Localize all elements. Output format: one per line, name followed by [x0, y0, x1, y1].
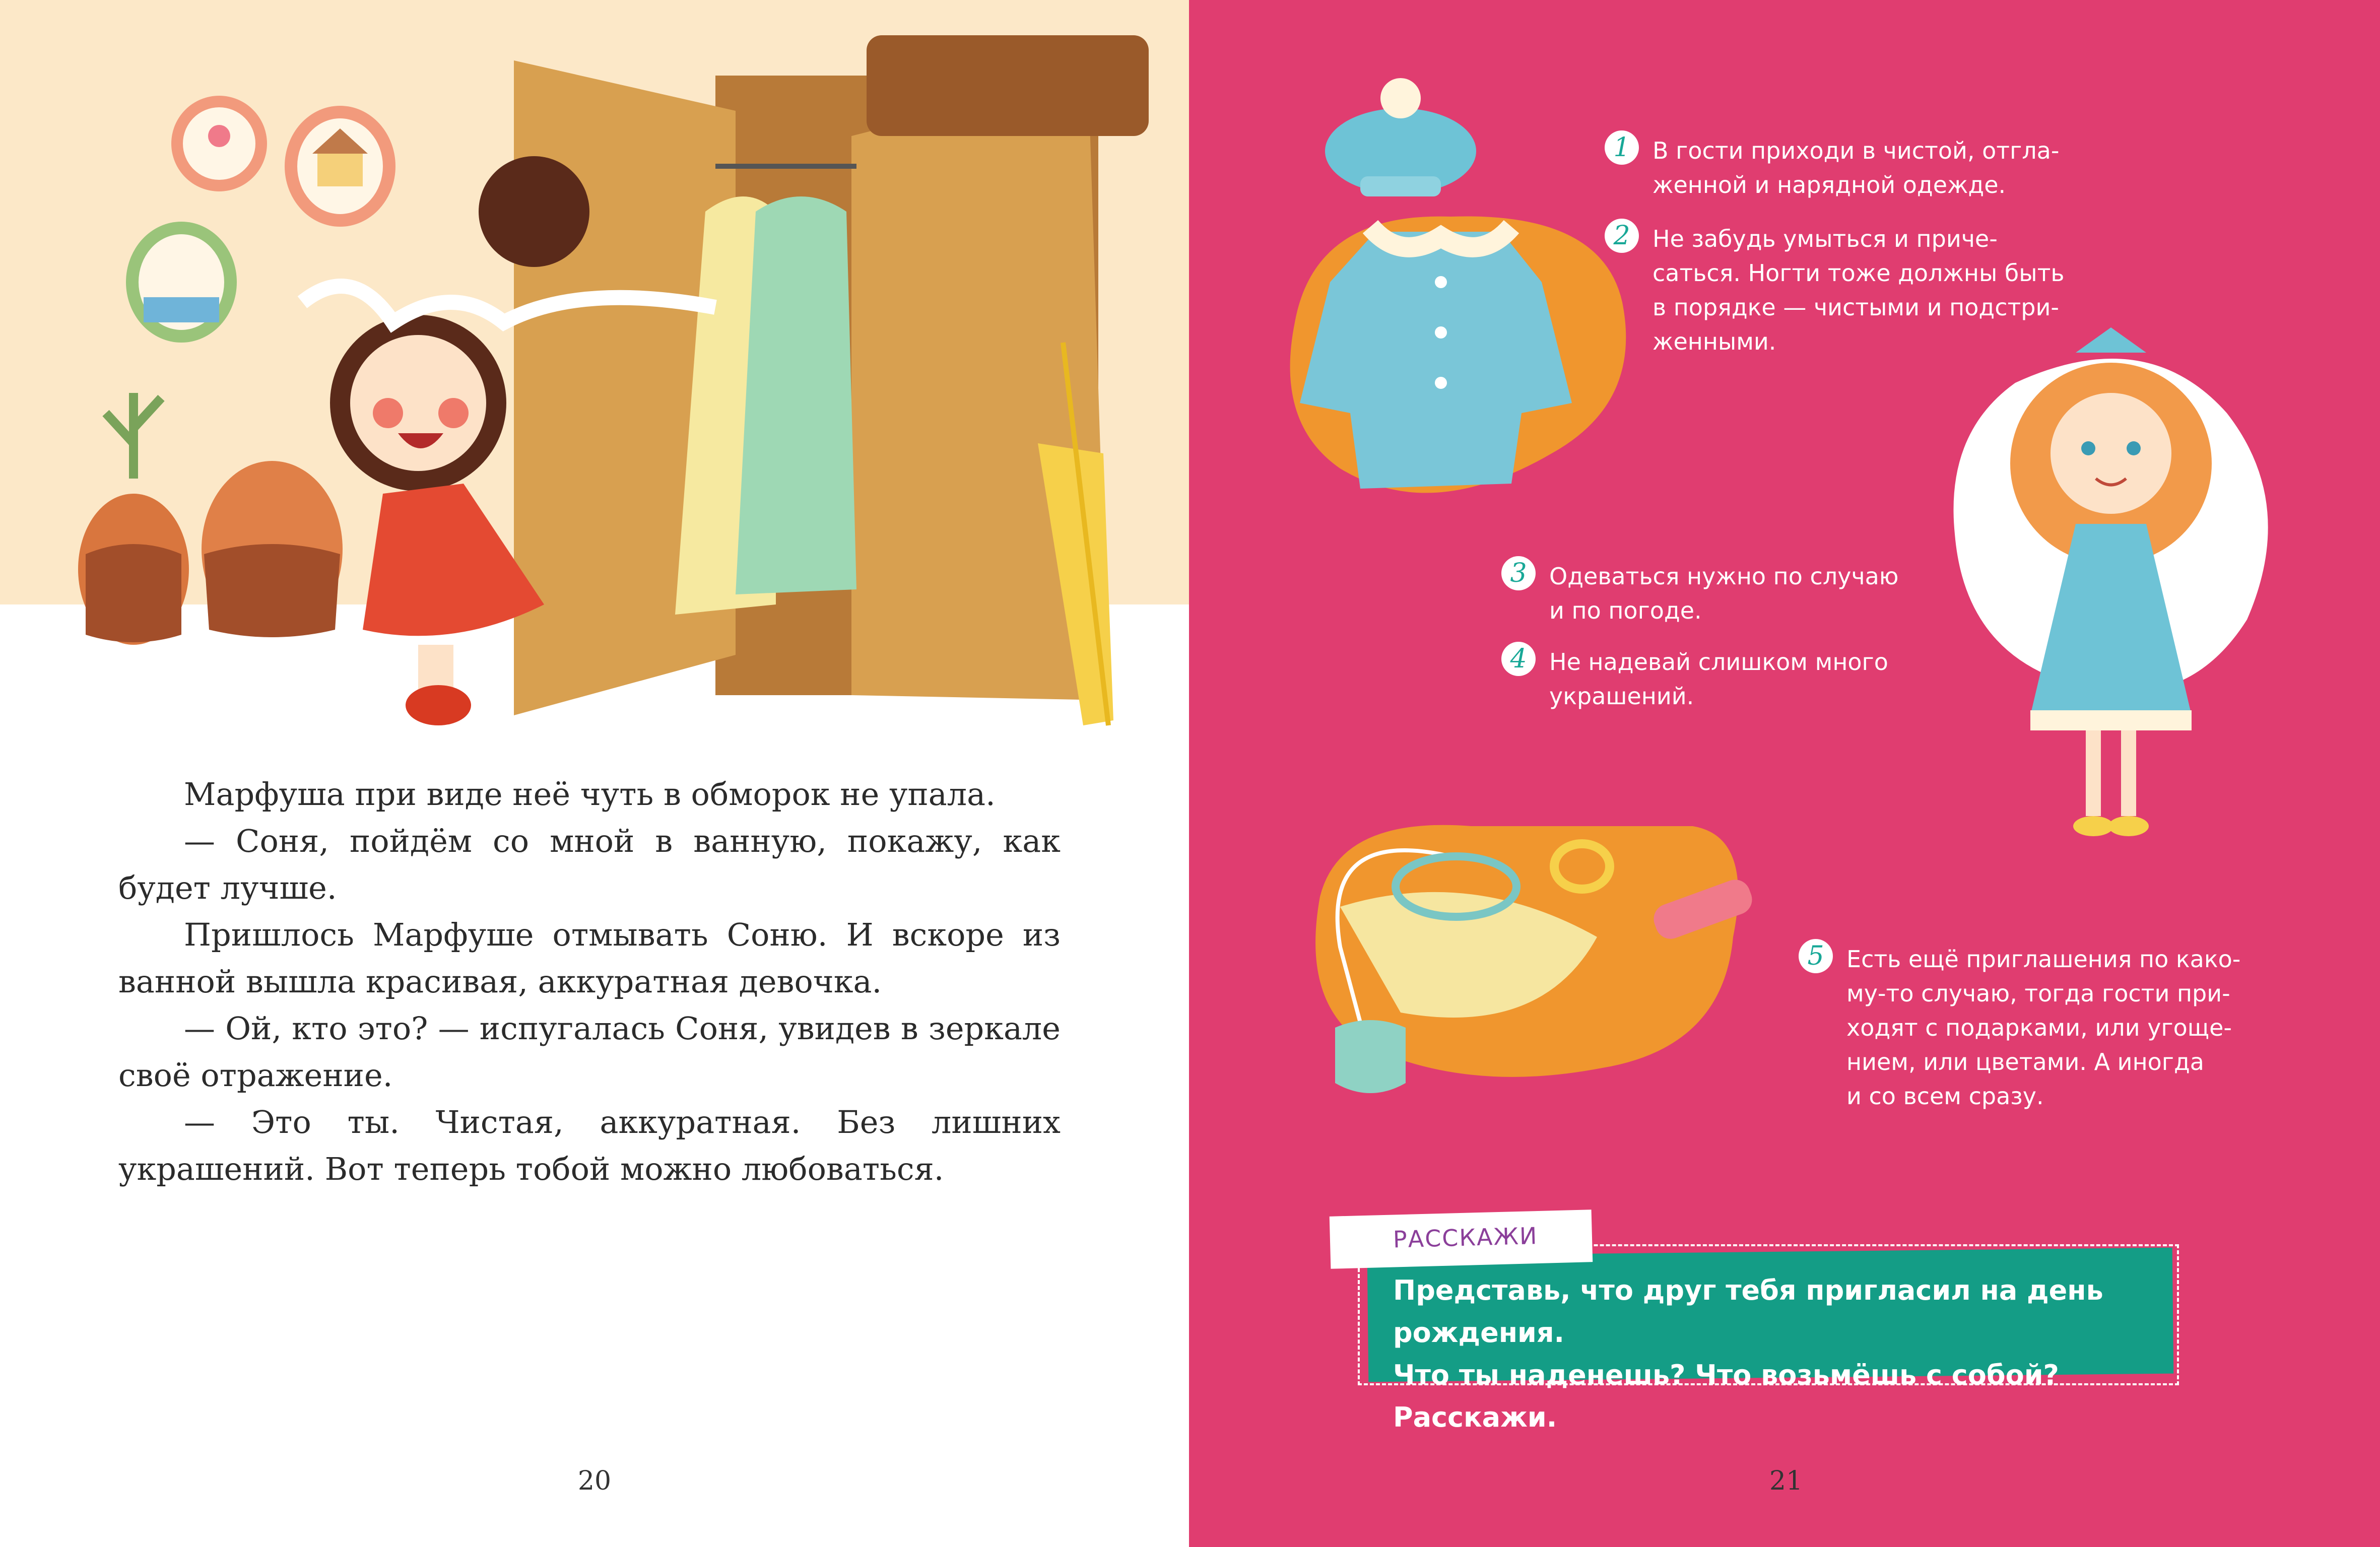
story-paragraph: — Соня, пойдём со мной в ванную, покажу, как будет лучше. — [118, 823, 1061, 906]
tip-text: Не забудь умыться и приче- саться. Ногти тоже должны быть в порядке — чистыми и подстри- женными. — [1652, 225, 2065, 355]
story-text — [118, 771, 1061, 1192]
tip-text: Одеваться нужно по случаю и по погоде. — [1549, 563, 1899, 624]
story-paragraph: — Это ты. Чистая, аккуратная. Без лишних украшений. Вот теперь тобой можно любоваться. — [118, 1104, 1061, 1187]
tip-text: В гости приходи в чистой, отгла- женной и нарядной одежде. — [1652, 137, 2060, 198]
tip-2 — [1613, 221, 2156, 359]
tip-number: 1 — [1605, 130, 1639, 165]
tip-text: Есть ещё приглашения по како- му-то случаю, тогда гости при- ходят с подарками, или угоще- нием, или цветами. А иногда и со всем сразу. — [1846, 946, 2241, 1110]
tip-4 — [1510, 644, 1982, 713]
tell-label — [1330, 1209, 1593, 1269]
story-paragraph: Пришлось Марфуше отмывать Соню. И вскоре из ванной вышла красивая, аккуратная девочка. — [118, 916, 1061, 1000]
tip-number: 3 — [1501, 556, 1536, 590]
tip-text: Не надевай слишком много украшений. — [1549, 648, 1888, 710]
page-number-left: 20 — [577, 1466, 612, 1496]
tip-number: 5 — [1799, 939, 1833, 973]
wardrobe-illustration — [0, 0, 1189, 735]
beret — [1325, 78, 1476, 196]
tip-number: 4 — [1501, 642, 1536, 676]
page-number-right: 21 — [1769, 1466, 1803, 1496]
tip-number: 2 — [1605, 219, 1639, 253]
tell-label-text: РАССКАЖИ — [1393, 1222, 1539, 1253]
tip-1 — [1613, 132, 2156, 202]
story-paragraph: — Ой, кто это? — испугалась Соня, увидев в зеркале своё отражение. — [118, 1010, 1061, 1094]
tell-text: Представь, что друг тебя пригласил на день рождения. Что ты наденешь? Что возьмёшь с собой? Расскажи. — [1393, 1274, 2103, 1433]
tip-3 — [1510, 558, 1982, 628]
tip-5 — [1807, 941, 2300, 1113]
story-paragraph: Марфуша при виде неё чуть в обморок не упала. — [184, 776, 996, 813]
wardrobe — [514, 35, 1149, 715]
